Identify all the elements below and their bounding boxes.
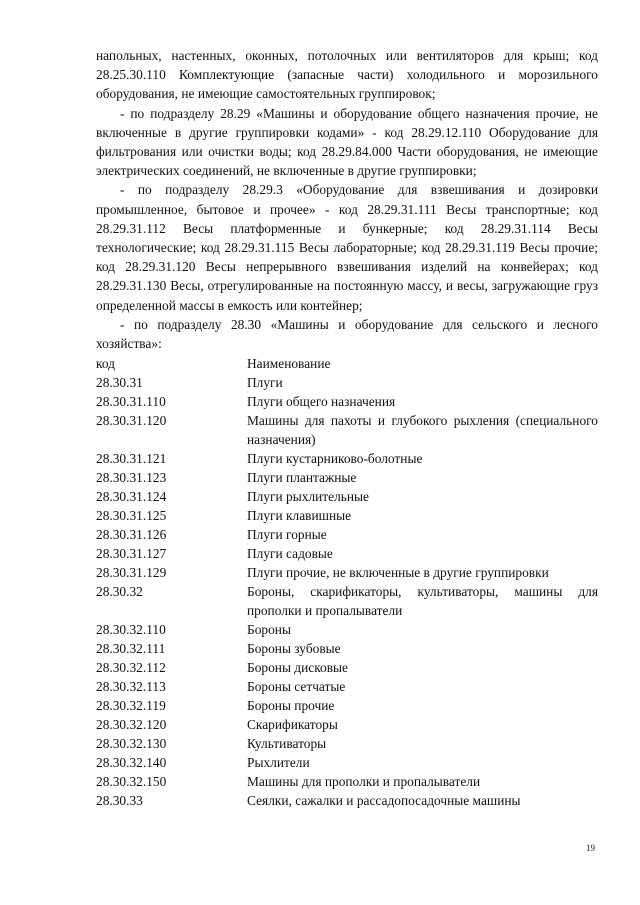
row-name: Бороны дисковые: [247, 660, 348, 676]
header-name: Наименование: [247, 356, 331, 372]
row-code: 28.30.33: [96, 793, 143, 809]
row-code: 28.30.31.127: [96, 546, 167, 562]
row-code: 28.30.32.112: [96, 660, 166, 676]
table-row: [96, 582, 598, 620]
row-code: 28.30.31: [96, 375, 143, 391]
row-name: Бороны сетчатые: [247, 679, 346, 695]
row-code: 28.30.31.121: [96, 451, 167, 467]
row-name: Плуги горные: [247, 527, 327, 543]
row-name: Плуги плантажные: [247, 470, 357, 486]
table-row: [96, 696, 598, 715]
paragraph: - по подразделу 28.29.3 «Оборудование для взвешивания и дозировки промышленное, бытовое и прочее» - код 28.29.31.111 Весы транспортные; код 28.29.31.112 Весы платформенные и бункерные; код 28.29.31.114 Весы технологические; код 28.29.31.115 Весы лабораторные; код 28.29.31.119 Весы прочие; код 28.29.31.120 Весы непрерывного взвешивания изделий на конвейерах; код 28.29.31.130 Весы, отрегулированные на постоянную массу, и весы, загружающие груз определенной массы в емкость или контейнер;: [96, 182, 598, 313]
row-name: Машины для пахоты и глубокого рыхления (специального назначения): [247, 413, 598, 448]
paragraph: напольных, настенных, оконных, потолочных или вентиляторов для крыш; код 28.25.30.110 Комплектующие (запасные части) холодильного и морозильного оборудования, не имеющие самостоятельных группировок;: [96, 48, 598, 102]
row-code: 28.30.31.110: [96, 394, 166, 410]
row-name: Плуги: [247, 375, 283, 391]
table-row: [96, 658, 598, 677]
row-name: Бороны прочие: [247, 698, 335, 714]
row-code: 28.30.32.130: [96, 736, 167, 752]
table-row: [96, 677, 598, 696]
row-code: 28.30.31.125: [96, 508, 167, 524]
table-row: [96, 715, 598, 734]
row-code: 28.30.32: [96, 584, 143, 600]
page-number: 19: [586, 843, 595, 853]
row-name: Бороны: [247, 622, 291, 638]
row-name: Плуги садовые: [247, 546, 333, 562]
table-row: [96, 468, 598, 487]
row-code: 28.30.32.110: [96, 622, 166, 638]
document-page: [96, 46, 598, 810]
table-row: [96, 411, 598, 449]
intro-text: [96, 46, 598, 353]
table-row: [96, 544, 598, 563]
row-code: 28.30.32.111: [96, 641, 166, 657]
row-name: Плуги прочие, не включенные в другие группировки: [247, 565, 549, 581]
table-row: [96, 620, 598, 639]
row-name: Сеялки, сажалки и рассадопосадочные машины: [247, 793, 521, 809]
row-code: 28.30.32.140: [96, 755, 167, 771]
table-row: [96, 639, 598, 658]
paragraph: - по подразделу 28.29 «Машины и оборудование общего назначения прочие, не включенные в другие группировки кодами» - код 28.29.12.110 Оборудование для фильтрования или очистки воды; код 28.29.84.000 Части оборудования, не имеющие электрических соединений, не включенные в другие группировки;: [96, 105, 598, 179]
header-code: код: [96, 356, 115, 372]
row-code: 28.30.31.123: [96, 470, 167, 486]
row-name: Плуги общего назначения: [247, 394, 396, 410]
row-name: Машины для прополки и пропалыватели: [247, 774, 481, 790]
table-row: [96, 753, 598, 772]
row-name: Скарификаторы: [247, 717, 338, 733]
row-code: 28.30.32.120: [96, 717, 167, 733]
table-row: [96, 506, 598, 525]
row-name: Плуги клавишные: [247, 508, 352, 524]
table-row: [96, 392, 598, 411]
table-row: [96, 734, 598, 753]
row-name: Плуги рыхлительные: [247, 489, 369, 505]
row-code: 28.30.31.120: [96, 413, 167, 429]
row-name: Бороны, скарификаторы, культиваторы, машины для прополки и пропалыватели: [247, 584, 598, 619]
row-code: 28.30.31.126: [96, 527, 167, 543]
code-table-header: [96, 354, 598, 373]
code-table-body: [96, 373, 598, 810]
row-name: Плуги кустарниково-болотные: [247, 451, 423, 467]
row-code: 28.30.31.124: [96, 489, 167, 505]
row-code: 28.30.32.150: [96, 774, 167, 790]
table-row: [96, 563, 598, 582]
table-row: [96, 373, 598, 392]
row-code: 28.30.32.119: [96, 698, 166, 714]
table-row: [96, 791, 598, 810]
paragraph: - по подразделу 28.30 «Машины и оборудование для сельского и лесного хозяйства»:: [96, 316, 598, 352]
row-name: Рыхлители: [247, 755, 310, 771]
table-row: [96, 525, 598, 544]
row-name: Бороны зубовые: [247, 641, 341, 657]
row-code: 28.30.31.129: [96, 565, 167, 581]
row-name: Культиваторы: [247, 736, 327, 752]
code-table: [96, 354, 598, 810]
table-row: [96, 772, 598, 791]
table-row: [96, 449, 598, 468]
table-row: [96, 487, 598, 506]
row-code: 28.30.32.113: [96, 679, 166, 695]
